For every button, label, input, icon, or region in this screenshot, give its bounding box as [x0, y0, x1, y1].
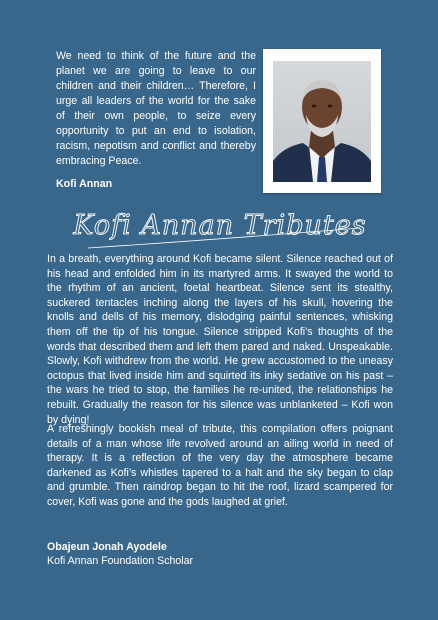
portrait-photo	[273, 61, 371, 182]
writer-name: Obajeun Jonah Ayodele	[47, 541, 167, 553]
tributes-heading-text: Kofi Annan Tributes	[73, 210, 367, 241]
writer-role: Kofi Annan Foundation Scholar	[47, 555, 194, 567]
tributes-script-heading	[70, 198, 370, 256]
quote-text: We need to think of the future and the planet we are going to leave to our children and their children… Therefore, I urge all leaders of the world for the sake of their own people, to seize every opportunity to put an end to isolation, racism, nepotism and conflict and thereby embracing Peace.	[56, 50, 256, 167]
portrait-illustration	[273, 61, 371, 182]
quote-author: Kofi Annan	[56, 178, 113, 190]
tribute-paragraph-2: A refreshingly bookish meal of tribute, this compilation offers poignant details of a man whose life revolved around an ailing world in need of therapy. It is a reflection of the very day the atmosphere became darkened as Kofi’s whistles tapered to a halt and the sky began to clap and grumble. Then raindrop began to hit the roof, lizard scampered for cover, Kofi was gone and the gods laughed at grief.	[47, 423, 393, 508]
tribute-paragraph-1: In a breath, everything around Kofi became silent. Silence reached out of his head and enfolded him in its martyred arms. It swayed the world to the rhythm of an ancient, foetal heartbeat. Silence sent its stealthy, suckered tentacles inching along the layers of his skull, hovering the knolls and dells of his memory, dislodging painful sentences, whisking them off the tip of his tongue. Silence stripped Kofi’s thoughts of the words that described them and left them pared and naked. Unspeakable. Slowly, Kofi withdrew from the world. He grew accustomed to the uneasy octopus that lived inside him and squirted its inky sedative on his past – the wars he tried to stop, the families he re-united, the relationships he rebuilt. Gradually the reason for his silence was unblanketed – Kofi won by dying!	[47, 253, 393, 426]
portrait-photo-frame	[263, 49, 381, 193]
